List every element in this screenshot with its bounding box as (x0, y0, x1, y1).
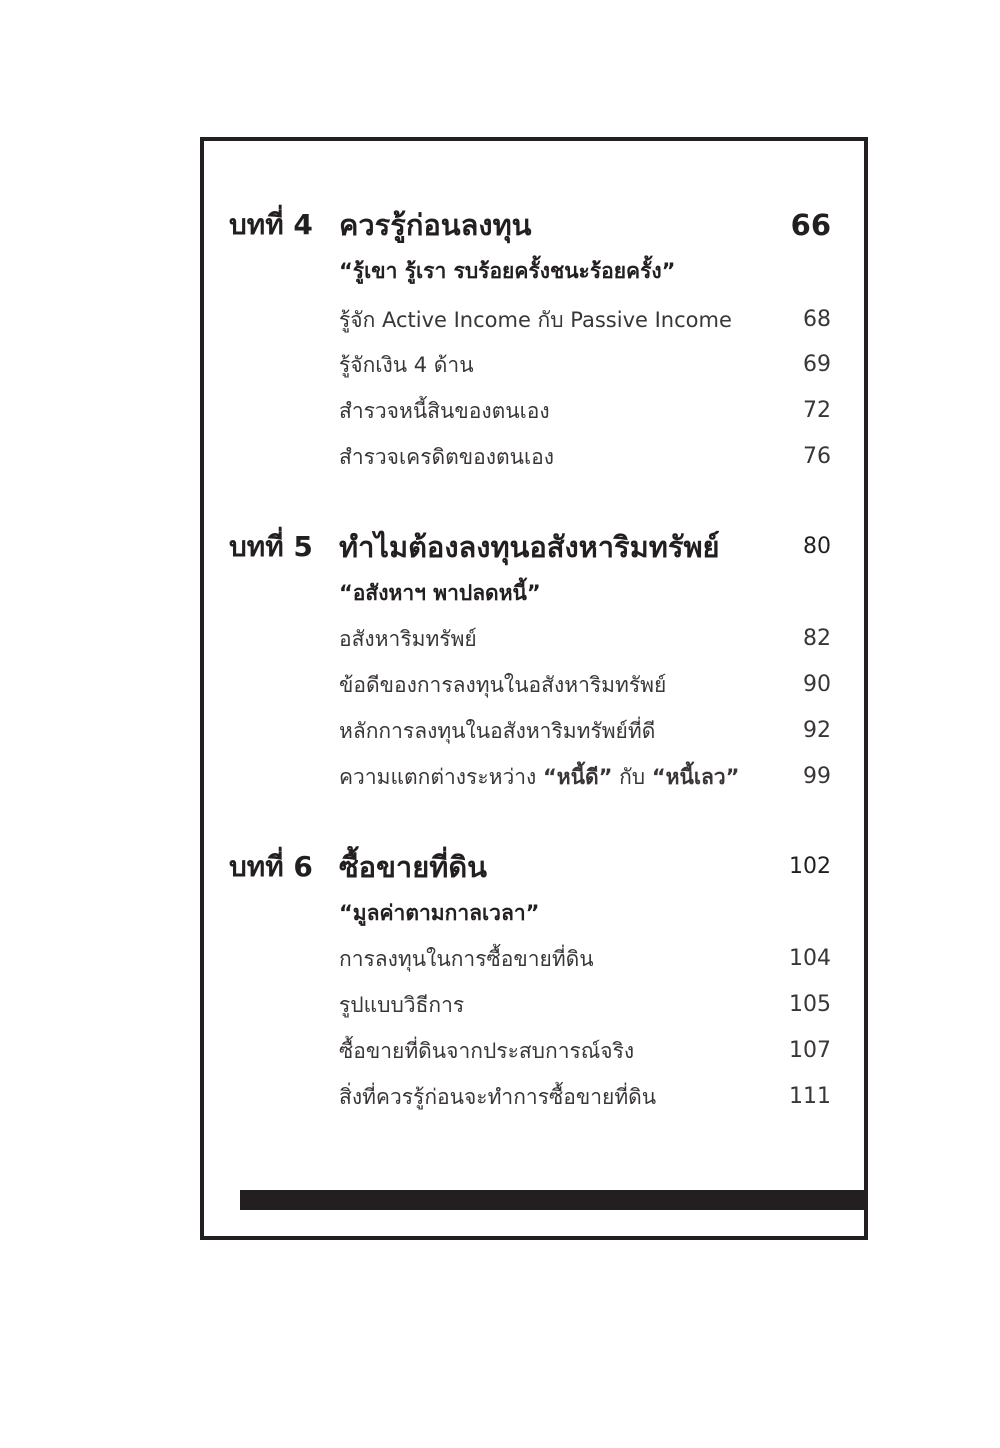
toc-item (0, 437, 1000, 477)
chapter-label: บทที่ 5 (229, 530, 313, 563)
toc-item-page: 104 (789, 946, 831, 971)
chapter-5-quote (0, 573, 1000, 613)
chapter-5-heading (0, 527, 1000, 567)
toc-item-page: 99 (803, 764, 831, 789)
toc-item-title: ข้อดีของการลงทุนในอสังหาริมทรัพย์ (339, 673, 667, 697)
toc-item-title-pre: ความแตกต่างระหว่าง (339, 765, 543, 789)
toc-item (0, 619, 1000, 659)
toc-item (0, 665, 1000, 705)
toc-item-title: ซื้อขายที่ดินจากประสบการณ์จริง (339, 1039, 635, 1063)
bottom-bar (240, 1190, 864, 1210)
toc-item-page: 92 (803, 718, 831, 743)
toc-item-title: อสังหาริมทรัพย์ (339, 627, 477, 651)
toc-item-title: รูปแบบวิธีการ (339, 993, 465, 1017)
toc-item-page: 105 (789, 992, 831, 1017)
toc-item-title: สิ่งที่ควรรู้ก่อนจะทำการซื้อขายที่ดิน (339, 1085, 657, 1109)
toc-item-title: รู้จัก Active Income กับ Passive Income (339, 308, 732, 332)
toc-item (0, 345, 1000, 385)
toc-item (0, 939, 1000, 979)
chapter-label: บทที่ 6 (229, 850, 313, 883)
quote-bad-debt: “หนี้เลว” (651, 765, 740, 789)
toc-item (0, 985, 1000, 1025)
toc-item-title: รู้จักเงิน 4 ด้าน (339, 353, 474, 377)
chapter-6-quote (0, 893, 1000, 933)
chapter-title: ซื้อขายที่ดิน (339, 850, 487, 884)
toc-item-title (339, 757, 739, 797)
toc-item-page: 111 (789, 1084, 831, 1109)
chapter-title: ควรรู้ก่อนลงทุน (339, 208, 532, 242)
toc-item-title: หลักการลงทุนในอสังหาริมทรัพย์ที่ดี (339, 719, 656, 743)
toc-item (0, 300, 1000, 340)
toc-item-title: การลงทุนในการซื้อขายที่ดิน (339, 947, 594, 971)
toc-item-title-mid: กับ (612, 765, 652, 789)
chapter-page: 66 (790, 208, 831, 242)
chapter-title: ทำไมต้องลงทุนอสังหาริมทรัพย์ (339, 530, 720, 564)
toc-item-page: 107 (789, 1038, 831, 1063)
chapter-quote: “มูลค่าตามกาลเวลา” (339, 901, 540, 925)
chapter-4-quote (0, 251, 1000, 291)
chapter-page: 80 (803, 534, 831, 559)
toc-item-title: สำรวจเครดิตของตนเอง (339, 445, 555, 469)
toc-item-page: 90 (803, 672, 831, 697)
toc-item-page: 82 (803, 626, 831, 651)
chapter-quote: “รู้เขา รู้เรา รบร้อยครั้งชนะร้อยครั้ง” (339, 259, 676, 283)
toc-item-page: 72 (803, 398, 831, 423)
chapter-6-heading (0, 847, 1000, 887)
toc-item-page: 69 (803, 352, 831, 377)
chapter-quote: “อสังหาฯ พาปลดหนี้” (339, 581, 541, 605)
toc-item (0, 1031, 1000, 1071)
chapter-label: บทที่ 4 (229, 208, 313, 241)
chapter-4-heading (0, 205, 1000, 245)
chapter-page: 102 (789, 854, 831, 879)
toc-item (0, 391, 1000, 431)
toc-item (0, 1077, 1000, 1117)
toc-item-page: 68 (803, 307, 831, 332)
toc-item-page: 76 (803, 444, 831, 469)
toc-item-title: สำรวจหนี้สินของตนเอง (339, 399, 550, 423)
toc-item (0, 711, 1000, 751)
quote-good-debt: “หนี้ดี” (542, 765, 613, 789)
toc-item (0, 757, 1000, 797)
